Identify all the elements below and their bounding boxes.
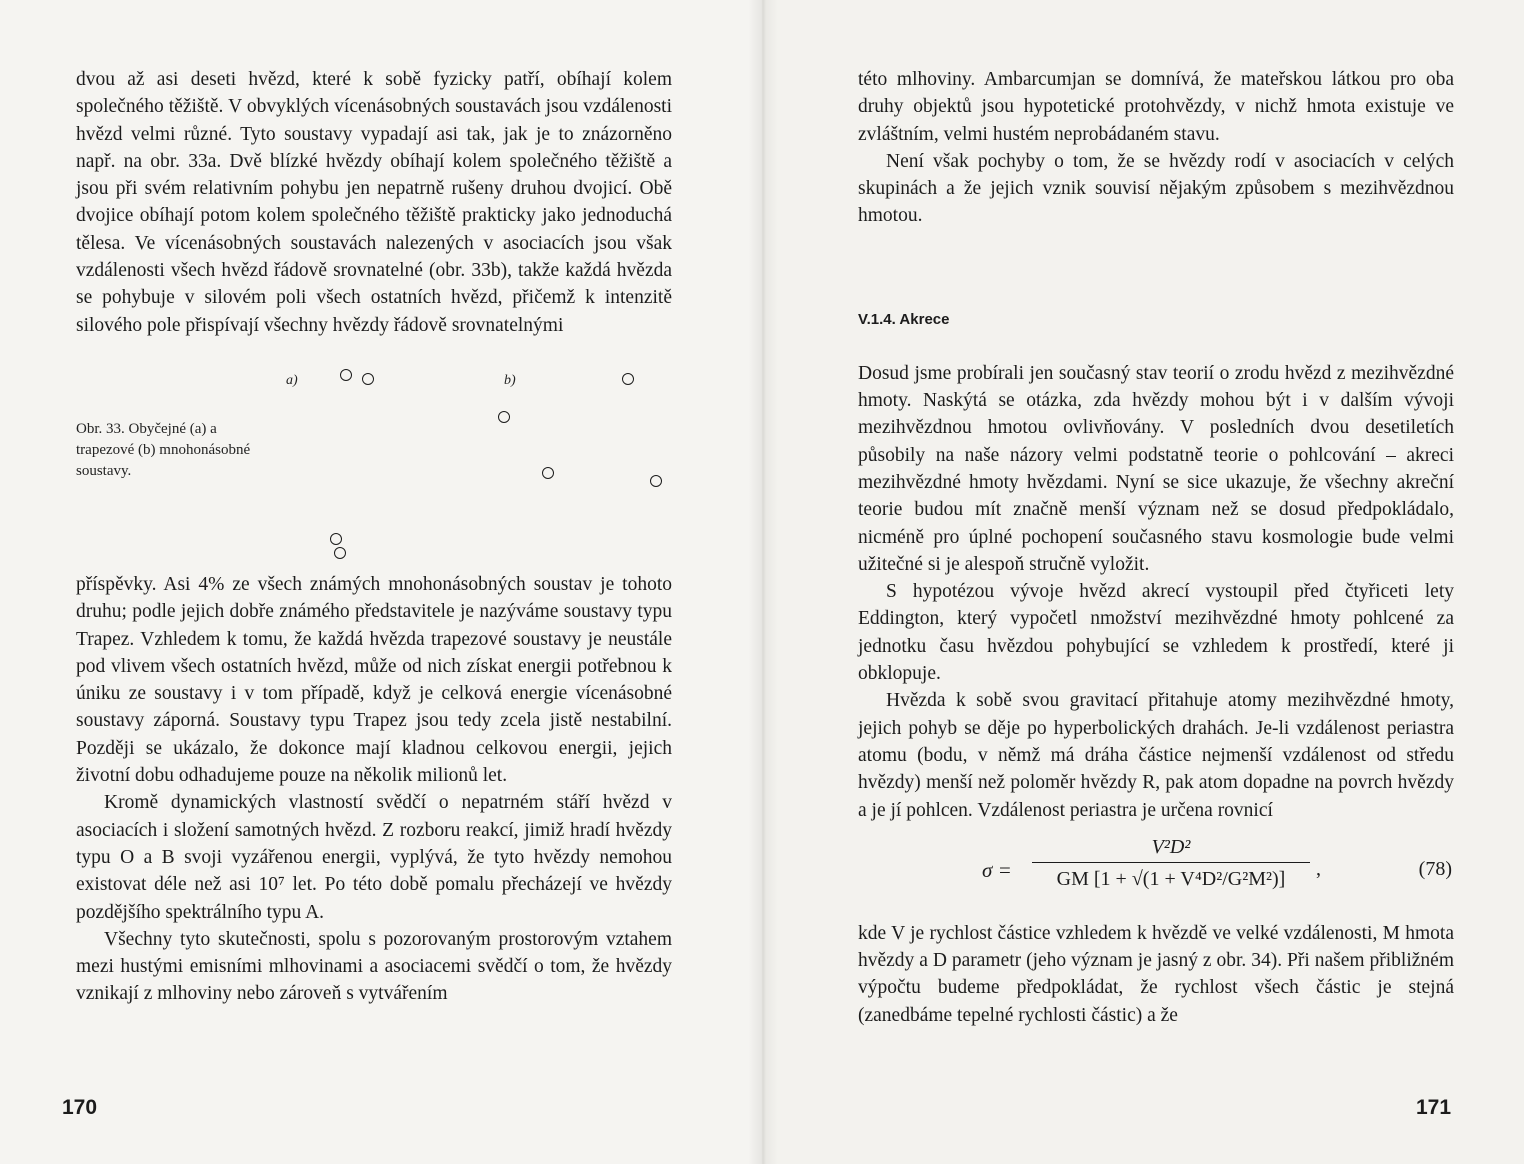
equation-fraction <box>1028 832 1314 895</box>
left-paragraph-1: dvou až asi deseti hvězd, které k sobě fyzicky patří, obíhají kolem společného těžiště. V obvyklých vícenásobných soustavách jsou vzdálenosti hvězd velmi různé. Tyto soustavy vypadají asi tak, jak je to znázorněno např. na obr. 33a. Dvě blízké hvězdy obíhají kolem společného těžiště a jsou při svém relativním pohybu jen nepatrně rušeny druhou dvojicí. Obě dvojice obíhají potom kolem společného těžiště prakticky jako jednoduchá tělesa. Ve vícenásobných soustavách nalezených v asociacích jsou však vzdálenosti všech hvězd řádově srovnatelné (obr. 33b), takže každá hvězda se pohybuje v silovém poli všech ostatních hvězd, přičemž k intenzitě silového pole přispívají všechny hvězdy řádově srovnatelnými <box>76 69 672 336</box>
section-heading: V.1.4. Akrece <box>858 310 950 328</box>
left-paragraph-4: Všechny tyto skutečnosti, spolu s pozorovaným prostorovým vztahem mezi hustými emisními mlhovinami a asociacemi svědčí o tom, že hvězdy vznikají z mlhoviny nebo zároveň s vytvářením <box>76 928 672 1005</box>
figure-33 <box>76 339 672 571</box>
star-circle <box>650 475 662 487</box>
equation-78 <box>858 830 1454 916</box>
right-paragraph-1: této mlhoviny. Ambarcumjan se domnívá, že mateřskou látkou pro oba druhy objektů jsou hypotetické protohvězdy, v nichž hmota existuje ve zvláštním, velmi hustém neprobádaném stavu. <box>858 69 1454 145</box>
right-paragraph-2: Není však pochyby o tom, že se hvězdy rodí v asociacích v celých skupinách a že jejich vznik souvisí nějakým způsobem s mezihvězdnou hmotou. <box>858 150 1454 227</box>
page-number-left: 170 <box>62 1096 98 1119</box>
star-circle <box>362 373 374 385</box>
right-paragraph-3: Dosud jsme probírali jen současný stav teorií o zrodu hvězd z mezihvězdné hmoty. Naskýtá se otázka, zda hvězdy mohou být i v dalším vývoji mezihvězdnou hmotou ovlivňovány. V posledních dvou desetiletích působily na naše názory velmi podstatně teorie o pohlcování – akreci mezihvězdné hmoty hvězdami. Nyní se sice ukazuje, že všechny akreční teorie budou mít značně menší význam než se dosud předpokládalo, nicméně pro úplné pochopení současného stavu kosmologie bude velmi užitečné si je alespoň stručně vyložit. <box>858 362 1454 575</box>
left-paragraph-3: Kromě dynamických vlastností svědčí o nepatrném stáří hvězd v asociacích i složení samotných hvězd. Z rozboru reakcí, jimiž hradí hvězdy typu O a B svoji vyzářenou energii, vyplývá, že tyto hvězdy nemohou existovat déle než asi 10⁷ let. Po této době pomalu přecházejí ve hvězdy pozdějšího spektrálního typu A. <box>76 792 672 923</box>
left-paragraph-2: příspěvky. Asi 4% ze všech známých mnohonásobných soustav je tohoto druhu; podle jejich dobře známého představitele je nazýváme soustavy typu Trapez. Vzhledem k tomu, že každá hvězda trapezové soustavy je neustále pod vlivem všech ostatních hvězd, může od nich získat energii potřebnou k úniku ze soustavy i v tom případě, když je celková energie vícenásobné soustavy záporná. Soustavy typu Trapez jsou tedy zcela jistě nestabilní. Později se ukázalo, že dokonce mají kladnou celkovou energii, jejich životní dobu odhadujeme pouze na několik milionů let. <box>76 573 672 787</box>
equation-numerator: V²D² <box>1151 835 1191 858</box>
star-circle <box>542 467 554 479</box>
equation-lhs: σ = <box>982 857 1012 882</box>
equation-denominator: GM [1 + √(1 + V⁴D²/G²M²)] <box>1056 867 1286 890</box>
right-text-column <box>858 66 1454 1029</box>
page-number-right: 171 <box>1416 1096 1452 1119</box>
figure-label-a: a) <box>286 372 298 388</box>
star-circle <box>622 373 634 385</box>
figure-caption: Obr. 33. Obyčejné (a) a trapezové (b) mnohonásobné soustavy. <box>76 420 251 479</box>
right-paragraph-5: Hvězda k sobě svou gravitací přitahuje atomy mezihvězdné hmoty, jejich pohyb se děje po hyperbolických drahách. Je-li vzdálenost periastra atomu (bodu, v němž má dráha částice nejmenší vzdálenost od středu hvězdy) menší než poloměr hvězdy R, pak atom dopadne na povrch hvězdy a je jí pohlcen. Vzdálenost periastra je určena rovnicí <box>858 690 1454 821</box>
left-text-column <box>76 66 672 1008</box>
right-paragraph-6: kde V je rychlost částice vzhledem k hvězdě ve velké vzdálenosti, M hmota hvězdy a D parametr (jeho význam je jasný z obr. 34). Při našem přibližném výpočtu budeme předpokládat, že rychlost všech částic je stejná (zanedbáme tepelné rychlosti částic) a že <box>858 922 1454 1026</box>
star-circle <box>330 533 342 545</box>
book-gutter <box>748 0 778 1164</box>
star-circle <box>498 411 510 423</box>
star-circle <box>334 547 346 559</box>
right-paragraph-4: S hypotézou vývoje hvězd akrecí vystoupil před čtyřiceti lety Eddington, který vypočetl nmožství mezihvězdné hmoty pohlcené za jednotku času hvězdou pohybující se vzhledem k prostředí, které ji obklopuje. <box>858 581 1454 685</box>
equation-comma: , <box>1316 857 1321 880</box>
star-circle <box>340 369 352 381</box>
figure-label-b: b) <box>504 372 516 388</box>
equation-number: (78) <box>1418 857 1452 880</box>
